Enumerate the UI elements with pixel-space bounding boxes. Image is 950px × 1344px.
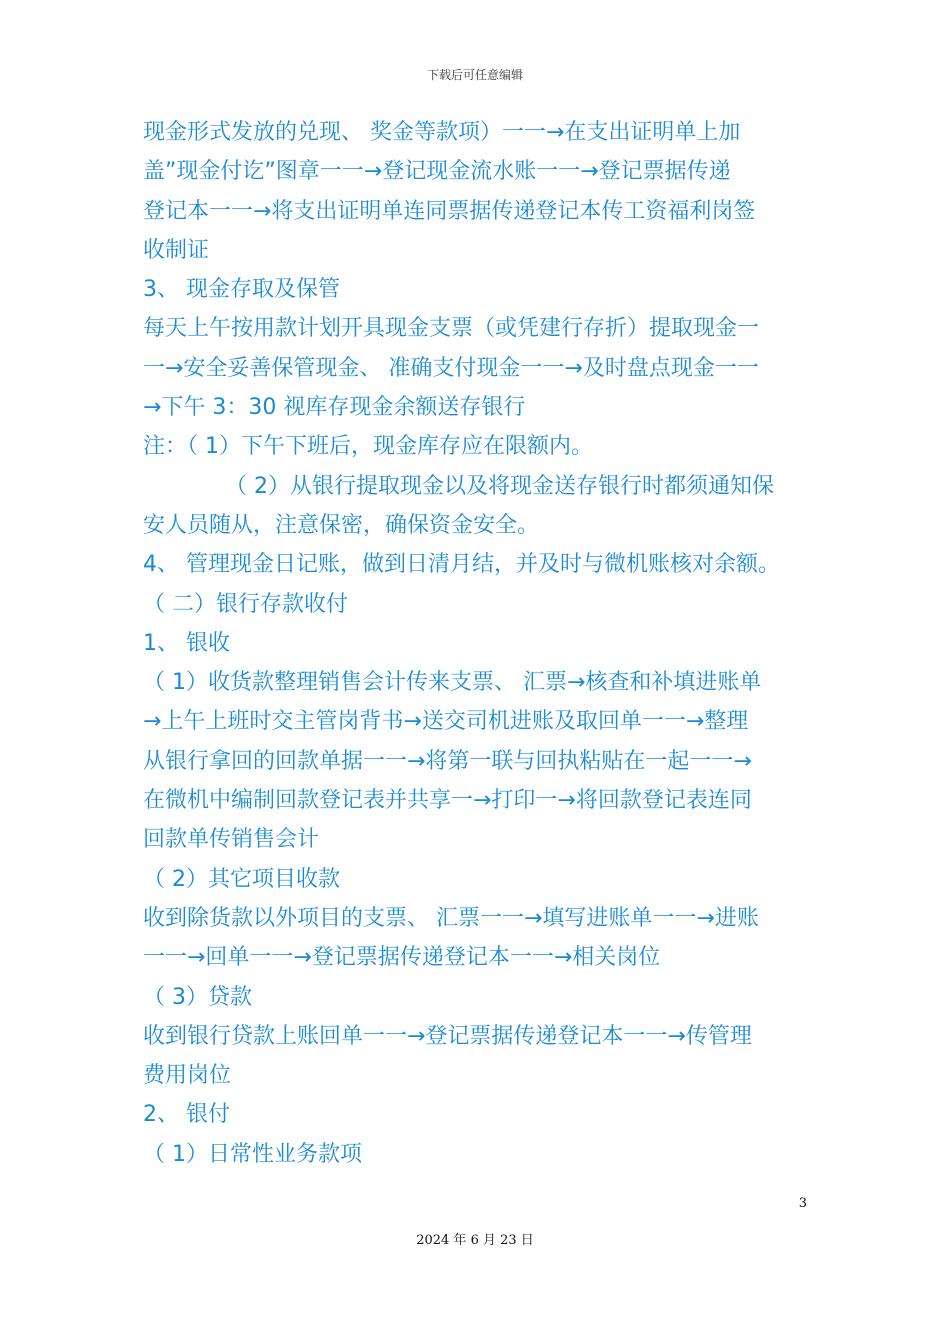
text-line: 收制证 xyxy=(143,237,210,263)
text-line: 在微机中编制回款登记表并共享一→打印一→将回款登记表连同 xyxy=(143,788,752,814)
text-line: 收到除货款以外项目的支票、 汇票一一→填写进账单一一→进账 xyxy=(143,905,759,931)
text-line: 盖”现金付讫”图章一一→登记现金流水账一一→登记票据传递 xyxy=(143,159,731,185)
text-line: →上午上班时交主管岗背书→送交司机进账及取回单一一→整理 xyxy=(143,709,749,735)
section-heading: 2、 银付 xyxy=(143,1102,230,1128)
section-heading: 1、 银收 xyxy=(143,630,230,656)
page-footer-date: 2024 年 6 月 23 日 xyxy=(416,1233,534,1248)
section-heading: （ 2）其它项目收款 xyxy=(143,866,340,892)
text-line: 收到银行贷款上账回单一一→登记票据传递登记本一一→传管理 xyxy=(143,1023,752,1049)
text-line: 一一→回单一一→登记票据传递登记本一一→相关岗位 xyxy=(143,945,661,971)
text-line: 费用岗位 xyxy=(143,1063,232,1089)
text-line: →下午 3：30 视库存现金余额送存银行 xyxy=(143,395,526,421)
document-body xyxy=(143,113,813,1174)
text-line: 回款单传销售会计 xyxy=(143,827,320,853)
section-heading: （ 1）日常性业务款项 xyxy=(143,1141,362,1167)
section-heading: （ 3）贷款 xyxy=(143,984,252,1010)
page-number: 3 xyxy=(798,1196,807,1211)
section-heading: （ 二）银行存款收付 xyxy=(143,591,348,617)
section-heading: 3、 现金存取及保管 xyxy=(143,277,340,303)
note-line: 安人员随从，注意保密，确保资金安全。 xyxy=(143,512,540,538)
note-line: （ 2）从银行提取现金以及将现金送存银行时都须通知保 xyxy=(225,473,774,499)
text-line: （ 1）收货款整理销售会计传来支票、 汇票→核查和补填进账单 xyxy=(143,670,762,696)
text-line: 登记本一一→将支出证明单连同票据传递登记本传工资福利岗签 xyxy=(143,198,756,224)
note-line: 注：（ 1）下午下班后，现金库存应在限额内。 xyxy=(143,434,593,460)
text-line: 一→安全妥善保管现金、 准确支付现金一一→及时盘点现金一一 xyxy=(143,355,759,381)
text-line: 现金形式发放的兑现、 奖金等款项）一一→在支出证明单上加 xyxy=(143,120,741,145)
page-header: 下载后可任意编辑 xyxy=(426,68,523,82)
text-line: 从银行拿回的回款单据一一→将第一联与回执粘贴在一起一一→ xyxy=(143,748,752,774)
text-line: 每天上午按用款计划开具现金支票（或凭建行存折）提取现金一 xyxy=(143,316,760,342)
section-heading: 4、 管理现金日记账，做到日清月结，并及时与微机账核对余额。 xyxy=(143,552,780,578)
